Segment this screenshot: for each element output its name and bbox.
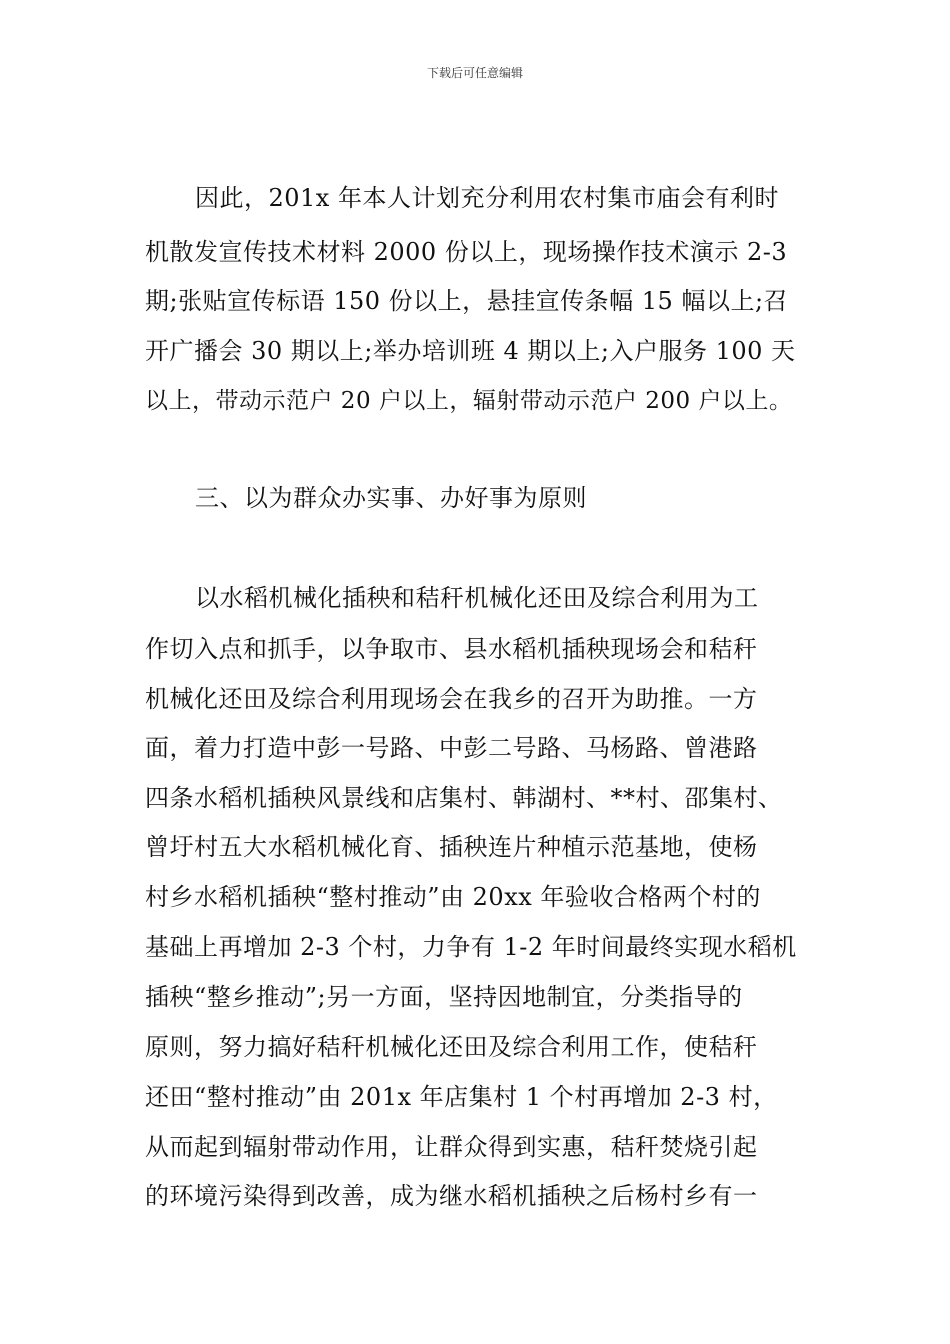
paragraph-line: 的环境污染得到改善，成为继水稻机插秧之后杨村乡有一 [145, 1182, 758, 1210]
paragraph-line: 以水稻机械化插秧和秸秆机械化还田及综合利用为工 [195, 584, 759, 612]
paragraph-line: 曾圩村五大水稻机械化育、插秧连片种植示范基地，使杨 [145, 833, 758, 861]
paragraph-line: 从而起到辐射带动作用，让群众得到实惠，秸秆焚烧引起 [145, 1133, 758, 1161]
paragraph-line: 期;张贴宣传标语 150 份以上，悬挂宣传条幅 15 幅以上;召 [145, 287, 789, 315]
paragraph-line: 原则，努力搞好秸秆机械化还田及综合利用工作，使秸秆 [145, 1033, 758, 1061]
section-heading: 三、以为群众办实事、办好事为原则 [195, 484, 587, 512]
page-header: 下载后可任意编辑 [426, 66, 523, 80]
paragraph-line: 四条水稻机插秧风景线和店集村、韩湖村、**村、邵集村、 [145, 784, 783, 812]
paragraph-line: 村乡水稻机插秧“整村推动”由 20xx 年验收合格两个村的 [145, 883, 761, 911]
paragraph-line: 因此，201x 年本人计划充分利用农村集市庙会有利时 [195, 184, 779, 212]
paragraph-line: 插秧“整乡推动”;另一方面，坚持因地制宜，分类指导的 [145, 983, 743, 1011]
paragraph-line: 机械化还田及综合利用现场会在我乡的召开为助推。一方 [145, 685, 758, 713]
paragraph-line: 还田“整村推动”由 201x 年店集村 1 个村再增加 2-3 村， [145, 1083, 778, 1111]
paragraph-line: 作切入点和抓手，以争取市、县水稻机插秧现场会和秸秆 [145, 635, 758, 663]
paragraph-line: 开广播会 30 期以上;举办培训班 4 期以上;入户服务 100 天 [145, 337, 796, 365]
paragraph-line: 以上，带动示范户 20 户以上，辐射带动示范户 200 户以上。 [145, 388, 793, 414]
paragraph-line: 面，着力打造中彭一号路、中彭二号路、马杨路、曾港路 [145, 734, 758, 762]
paragraph-line: 基础上再增加 2-3 个村，力争有 1-2 年时间最终实现水稻机 [145, 933, 797, 961]
paragraph-line: 机散发宣传技术材料 2000 份以上，现场操作技术演示 2-3 [145, 238, 788, 266]
